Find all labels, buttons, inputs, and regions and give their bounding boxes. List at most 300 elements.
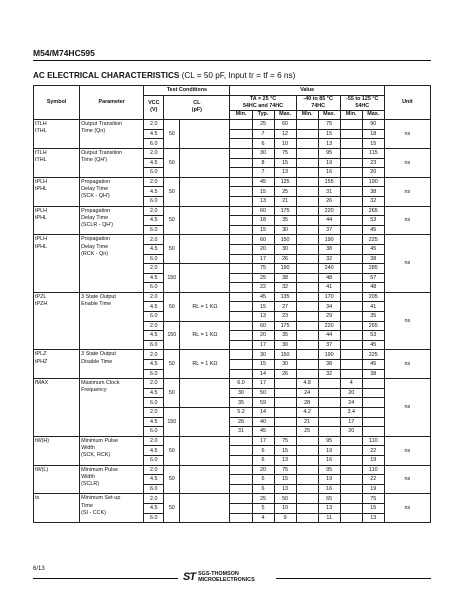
value-cell: 15	[274, 446, 296, 456]
vcc-cell: 6.0	[144, 283, 164, 293]
value-cell	[274, 388, 296, 398]
cl-cell: 50	[164, 465, 180, 494]
value-header: Value	[230, 86, 384, 96]
vcc-cell: 2.0	[144, 120, 164, 130]
value-cell	[296, 120, 318, 130]
value-cell	[340, 331, 362, 341]
condition-cell	[180, 235, 230, 264]
value-cell	[296, 168, 318, 178]
value-cell: 4.2	[296, 408, 318, 418]
value-cell	[274, 417, 296, 427]
value-cell: 4.8	[296, 379, 318, 389]
vcc-cell: 6.0	[144, 513, 164, 523]
value-cell: 45	[252, 292, 274, 302]
value-cell	[362, 417, 384, 427]
value-cell	[296, 158, 318, 168]
value-cell	[340, 484, 362, 494]
symbol-cell: tPLH tPHL	[34, 177, 80, 206]
value-cell	[230, 475, 252, 485]
unit-cell: ns	[384, 350, 430, 379]
value-cell: 30	[274, 340, 296, 350]
symbol-header: Symbol	[34, 86, 80, 120]
value-cell	[296, 494, 318, 504]
value-cell	[230, 273, 252, 283]
table-row	[34, 350, 431, 360]
parameter-cell: Propagation Delay Time (RCK - Qn)	[80, 235, 144, 293]
value-cell: 75	[252, 264, 274, 274]
vcc-cell: 4.5	[144, 360, 164, 370]
value-cell: 3.4	[340, 408, 362, 418]
value-cell: 32	[318, 254, 340, 264]
value-cell: 75	[274, 465, 296, 475]
ta25-header: TA = 25 °C 54HC and 74HC	[230, 95, 296, 110]
value-cell: 6	[252, 475, 274, 485]
condition-cell	[180, 120, 230, 149]
value-cell	[340, 350, 362, 360]
value-cell: 34	[318, 302, 340, 312]
value-cell: 38	[318, 360, 340, 370]
value-cell: 35	[274, 216, 296, 226]
max-header: Max.	[318, 110, 340, 120]
value-cell: 95	[318, 436, 340, 446]
value-cell: 60	[252, 321, 274, 331]
value-cell: 26	[274, 254, 296, 264]
value-cell	[340, 244, 362, 254]
value-cell	[340, 264, 362, 274]
section-title-text: AC ELECTRICAL CHARACTERISTICS	[33, 71, 180, 80]
vcc-cell: 2.0	[144, 177, 164, 187]
value-cell	[340, 455, 362, 465]
cl-cell: 50	[164, 206, 180, 235]
vcc-cell: 4.5	[144, 244, 164, 254]
value-cell	[340, 120, 362, 130]
value-cell	[274, 398, 296, 408]
value-cell: 32	[274, 283, 296, 293]
value-cell: 35	[230, 398, 252, 408]
value-cell: 32	[318, 369, 340, 379]
value-cell: 5.2	[230, 408, 252, 418]
value-cell: 17	[252, 254, 274, 264]
value-cell	[296, 321, 318, 331]
cl-cell: 50	[164, 436, 180, 465]
condition-cell	[180, 436, 230, 465]
condition-cell	[180, 465, 230, 494]
value-cell: 48	[318, 273, 340, 283]
value-cell: 16	[318, 168, 340, 178]
vcc-cell: 2.0	[144, 264, 164, 274]
value-cell: 205	[362, 292, 384, 302]
value-cell: 265	[362, 206, 384, 216]
value-cell	[296, 360, 318, 370]
value-cell: 38	[362, 254, 384, 264]
part-number-header: M54/M74HC595	[33, 48, 95, 58]
value-cell: 190	[318, 235, 340, 245]
symbol-cell: tPLH tPHL	[34, 206, 80, 235]
value-cell: 9	[274, 513, 296, 523]
value-cell	[340, 465, 362, 475]
vcc-cell: 2.0	[144, 148, 164, 158]
value-cell	[230, 312, 252, 322]
value-cell: 225	[362, 235, 384, 245]
value-cell: 15	[252, 360, 274, 370]
value-cell: 15	[274, 475, 296, 485]
value-cell	[230, 513, 252, 523]
value-cell: 225	[362, 350, 384, 360]
value-cell: 135	[274, 292, 296, 302]
value-cell	[296, 350, 318, 360]
value-cell	[230, 206, 252, 216]
value-cell: 21	[296, 417, 318, 427]
ac-characteristics-table	[33, 85, 431, 523]
value-cell: 6	[252, 446, 274, 456]
value-cell: 29	[318, 312, 340, 322]
value-cell	[340, 436, 362, 446]
vcc-cell: 4.5	[144, 129, 164, 139]
vcc-cell: 4.5	[144, 158, 164, 168]
parameter-cell: Propagation Delay Time (SCLR - QH')	[80, 206, 144, 235]
value-cell	[230, 283, 252, 293]
unit-cell: ns	[384, 494, 430, 523]
value-cell: 90	[362, 120, 384, 130]
value-cell: 24	[296, 388, 318, 398]
value-cell	[230, 350, 252, 360]
table-row	[34, 436, 431, 446]
value-cell	[318, 408, 340, 418]
value-cell	[296, 292, 318, 302]
vcc-cell: 6.0	[144, 139, 164, 149]
value-cell: 190	[318, 350, 340, 360]
parameter-cell: 3 State Output Enable Time	[80, 292, 144, 350]
value-cell	[296, 436, 318, 446]
value-cell	[230, 264, 252, 274]
value-cell: 75	[274, 436, 296, 446]
value-cell: 30	[230, 388, 252, 398]
cl-cell: 50	[164, 494, 180, 523]
value-cell	[230, 139, 252, 149]
parameter-cell: Propagation Delay Time (SCK - QH')	[80, 177, 144, 206]
symbol-cell: ts	[34, 494, 80, 523]
value-cell: 13	[318, 503, 340, 513]
unit-cell: ns	[384, 436, 430, 465]
value-cell	[340, 283, 362, 293]
unit-cell: ns	[384, 465, 430, 494]
vcc-cell: 4.5	[144, 187, 164, 197]
table-row	[34, 465, 431, 475]
value-cell: 17	[252, 340, 274, 350]
cl-cell: 50	[164, 292, 180, 321]
value-cell	[230, 465, 252, 475]
vcc-cell: 4.5	[144, 417, 164, 427]
value-cell: 25	[274, 187, 296, 197]
value-cell	[296, 206, 318, 216]
value-cell: 41	[318, 283, 340, 293]
value-cell: 53	[362, 216, 384, 226]
value-cell: 30	[274, 244, 296, 254]
unit-cell: ns	[384, 235, 430, 293]
vcc-cell: 2.0	[144, 235, 164, 245]
value-cell	[230, 196, 252, 206]
value-cell: 60	[252, 235, 274, 245]
value-cell: 38	[362, 369, 384, 379]
value-cell: 75	[274, 148, 296, 158]
value-cell: 65	[318, 494, 340, 504]
table-row	[34, 494, 431, 504]
value-cell	[296, 340, 318, 350]
vcc-cell: 4.5	[144, 331, 164, 341]
cl-cell: 50	[164, 235, 180, 264]
value-cell	[230, 340, 252, 350]
value-cell	[274, 379, 296, 389]
condition-cell	[180, 177, 230, 206]
value-cell	[340, 196, 362, 206]
vcc-cell: 2.0	[144, 465, 164, 475]
value-cell	[230, 503, 252, 513]
value-cell	[340, 340, 362, 350]
value-cell: 32	[362, 196, 384, 206]
value-cell: 8	[252, 158, 274, 168]
parameter-cell: Output Transition Time (QH')	[80, 148, 144, 177]
value-cell	[230, 148, 252, 158]
parameter-header: Parameter	[80, 86, 144, 120]
value-cell	[340, 302, 362, 312]
value-cell	[340, 312, 362, 322]
unit-cell: ns	[384, 379, 430, 437]
value-cell	[230, 235, 252, 245]
value-cell: 285	[362, 264, 384, 274]
symbol-cell: tPZL tPZH	[34, 292, 80, 350]
symbol-cell: tPLZ tPHZ	[34, 350, 80, 379]
value-cell: 16	[318, 455, 340, 465]
symbol-cell: tW(H)	[34, 436, 80, 465]
value-cell	[340, 187, 362, 197]
value-cell	[296, 369, 318, 379]
value-cell	[340, 168, 362, 178]
vcc-cell: 6.0	[144, 196, 164, 206]
value-cell	[296, 446, 318, 456]
value-cell: 20	[362, 168, 384, 178]
value-cell: 50	[252, 388, 274, 398]
value-cell: 190	[362, 177, 384, 187]
unit-cell: ns	[384, 120, 430, 149]
value-cell: 40	[252, 417, 274, 427]
cl-cell: 50	[164, 177, 180, 206]
value-cell: 25	[252, 120, 274, 130]
value-cell: 7	[252, 168, 274, 178]
vcc-cell: 2.0	[144, 350, 164, 360]
value-cell	[318, 427, 340, 437]
value-cell	[340, 225, 362, 235]
value-cell: 21	[274, 196, 296, 206]
parameter-cell: Minimum Pulse Width (SCK, RCK)	[80, 436, 144, 465]
condition-cell	[180, 206, 230, 235]
value-cell: 170	[318, 292, 340, 302]
value-cell	[340, 321, 362, 331]
value-cell	[340, 360, 362, 370]
vcc-cell: 2.0	[144, 408, 164, 418]
value-cell	[340, 148, 362, 158]
vcc-cell: 4.5	[144, 216, 164, 226]
value-cell: 110	[362, 465, 384, 475]
vcc-cell: 6.0	[144, 484, 164, 494]
value-cell: 38	[274, 273, 296, 283]
value-cell	[230, 455, 252, 465]
value-cell: 13	[318, 139, 340, 149]
value-cell: 19	[362, 455, 384, 465]
value-cell	[296, 216, 318, 226]
value-cell: 13	[274, 168, 296, 178]
value-cell: 23	[362, 158, 384, 168]
vcc-cell: 6.0	[144, 168, 164, 178]
value-cell: 17	[252, 436, 274, 446]
value-cell: 60	[274, 120, 296, 130]
value-cell: 45	[362, 225, 384, 235]
value-cell	[296, 254, 318, 264]
vcc-cell: 4.5	[144, 475, 164, 485]
vcc-cell: 6.0	[144, 254, 164, 264]
vcc-cell: 2.0	[144, 436, 164, 446]
value-cell: 45	[362, 244, 384, 254]
vcc-cell: 2.0	[144, 494, 164, 504]
symbol-cell: tPLH tPHL	[34, 235, 80, 293]
value-cell: 24	[340, 398, 362, 408]
value-cell	[362, 388, 384, 398]
value-cell	[318, 417, 340, 427]
value-cell	[230, 129, 252, 139]
value-cell	[230, 360, 252, 370]
cl-cell: 50	[164, 120, 180, 149]
unit-cell: ns	[384, 148, 430, 177]
value-cell: 10	[274, 503, 296, 513]
value-cell: 44	[318, 216, 340, 226]
value-cell	[362, 379, 384, 389]
cl-cell: 150	[164, 264, 180, 293]
cl-cell: 50	[164, 148, 180, 177]
value-cell: 18	[252, 216, 274, 226]
value-cell	[318, 388, 340, 398]
value-cell: 48	[362, 283, 384, 293]
value-cell: 220	[318, 206, 340, 216]
value-cell: 50	[274, 494, 296, 504]
value-cell: 60	[252, 206, 274, 216]
value-cell	[296, 225, 318, 235]
vcc-cell: 2.0	[144, 321, 164, 331]
value-cell: 20	[252, 244, 274, 254]
min-header: Min.	[230, 110, 252, 120]
value-cell: 23	[274, 312, 296, 322]
section-title	[33, 71, 295, 80]
parameter-cell: Output Transition Time (Qn)	[80, 120, 144, 149]
value-cell: 45	[252, 427, 274, 437]
vcc-cell: 6.0	[144, 427, 164, 437]
value-cell	[230, 168, 252, 178]
value-cell: 20	[340, 427, 362, 437]
value-cell: 53	[362, 331, 384, 341]
ta85-header: -40 to 85 °C 74HC	[296, 95, 340, 110]
value-cell: 75	[362, 494, 384, 504]
max-header: Max.	[274, 110, 296, 120]
value-cell: 19	[318, 446, 340, 456]
value-cell	[230, 494, 252, 504]
value-cell: 11	[318, 513, 340, 523]
value-cell: 10	[274, 139, 296, 149]
min-header: Min.	[340, 110, 362, 120]
value-cell	[230, 436, 252, 446]
value-cell	[340, 216, 362, 226]
vcc-cell: 6.0	[144, 369, 164, 379]
value-cell	[362, 408, 384, 418]
value-cell: 16	[318, 484, 340, 494]
vcc-cell: 4.5	[144, 503, 164, 513]
condition-cell	[180, 494, 230, 523]
value-cell	[340, 235, 362, 245]
value-cell: 19	[362, 484, 384, 494]
value-cell: 220	[318, 321, 340, 331]
value-cell: 38	[362, 187, 384, 197]
value-cell: 265	[362, 321, 384, 331]
value-cell: 37	[318, 225, 340, 235]
value-cell: 6.0	[230, 379, 252, 389]
value-cell	[340, 494, 362, 504]
unit-cell: ns	[384, 206, 430, 235]
value-cell: 25	[252, 494, 274, 504]
table-row	[34, 206, 431, 216]
value-cell	[296, 196, 318, 206]
value-cell: 13	[274, 455, 296, 465]
value-cell: 15	[252, 187, 274, 197]
symbol-cell: fMAX	[34, 379, 80, 437]
value-cell	[230, 292, 252, 302]
value-cell: 30	[274, 360, 296, 370]
value-cell: 22	[362, 446, 384, 456]
page-number: 6/13	[33, 566, 45, 572]
vcc-header: VCC (V)	[144, 95, 164, 120]
value-cell	[340, 254, 362, 264]
value-cell	[362, 427, 384, 437]
table-row	[34, 148, 431, 158]
value-cell: 5	[252, 503, 274, 513]
vcc-cell: 2.0	[144, 292, 164, 302]
value-cell	[296, 302, 318, 312]
value-cell	[318, 379, 340, 389]
value-cell	[340, 177, 362, 187]
vcc-cell: 4.5	[144, 273, 164, 283]
value-cell	[340, 158, 362, 168]
value-cell	[296, 177, 318, 187]
value-cell: 175	[274, 206, 296, 216]
max-header: Max.	[362, 110, 384, 120]
value-cell: 18	[362, 129, 384, 139]
symbol-cell: tW(L)	[34, 465, 80, 494]
value-cell: 41	[362, 302, 384, 312]
condition-cell	[180, 148, 230, 177]
value-cell: 20	[252, 331, 274, 341]
value-cell	[230, 484, 252, 494]
vcc-cell: 6.0	[144, 225, 164, 235]
value-cell: 27	[274, 302, 296, 312]
value-cell: 26	[230, 417, 252, 427]
unit-cell: ns	[384, 292, 430, 350]
vcc-cell: 2.0	[144, 379, 164, 389]
value-cell: 38	[318, 244, 340, 254]
value-cell	[340, 139, 362, 149]
value-cell: 13	[274, 484, 296, 494]
value-cell	[230, 369, 252, 379]
value-cell: 95	[318, 465, 340, 475]
table-row	[34, 177, 431, 187]
value-cell	[230, 177, 252, 187]
table-row	[34, 292, 431, 302]
value-cell	[296, 484, 318, 494]
